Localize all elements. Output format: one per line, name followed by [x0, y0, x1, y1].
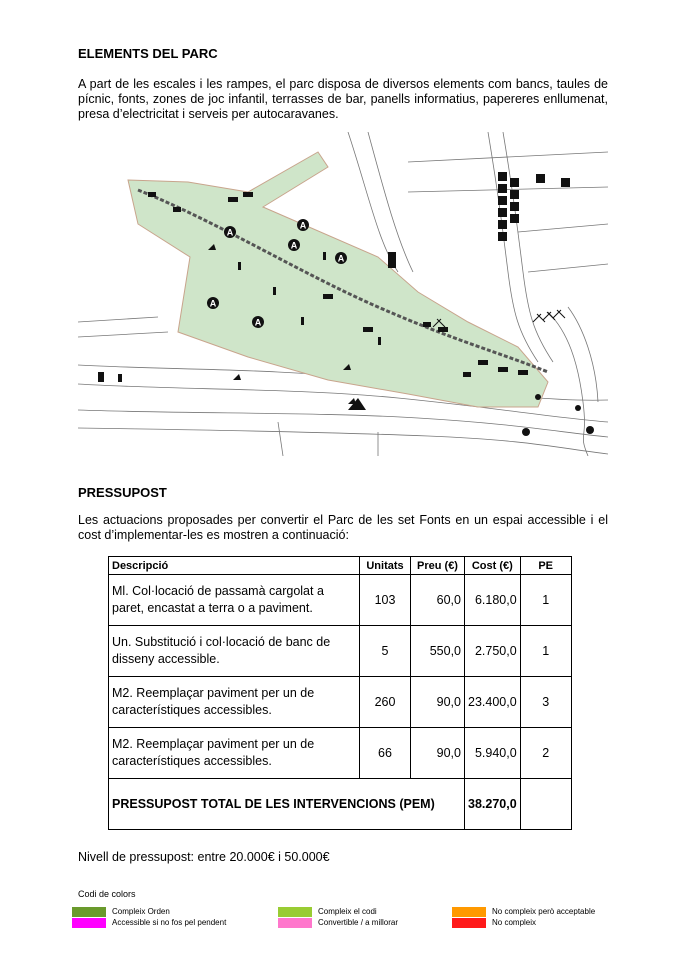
legend-label: No compleix però acceptable [492, 907, 596, 916]
budget-paragraph: Les actuacions proposades per convertir el Parc de les set Fonts en un espai accessible i el cost d’implementar-les es mostren a continuació: [78, 513, 608, 542]
cell-units: 5 [360, 626, 411, 677]
total-value: 38.270,0 [465, 779, 521, 830]
cell-description: Ml. Col·locació de passamà cargolat a paret, encastat a terra o a paviment. [109, 575, 360, 626]
header-cost: Cost (€) [465, 557, 521, 575]
legend-swatch [452, 907, 486, 917]
park-map-drawing [78, 132, 608, 456]
legend-title: Codi de colors [78, 889, 136, 899]
cell-description: M2. Reemplaçar paviment per un de característiques accessibles. [109, 677, 360, 728]
table-row [109, 575, 572, 626]
cell-pe: 3 [520, 677, 571, 728]
legend-swatch [72, 918, 106, 928]
map-label: A [226, 227, 234, 238]
map-label: A [299, 220, 307, 231]
legend-label: Accessible si no fos pel pendent [112, 918, 227, 927]
legend-label: Compleix el codi [318, 907, 377, 916]
cell-cost: 2.750,0 [465, 626, 521, 677]
budget-table [108, 556, 572, 830]
map-label: A [337, 253, 345, 264]
header-pe: PE [520, 557, 571, 575]
legend-label: Compleix Orden [112, 907, 170, 916]
cell-units: 260 [360, 677, 411, 728]
section-title-budget: PRESSUPOST [78, 485, 167, 500]
legend-swatch [278, 918, 312, 928]
section-title-elements: ELEMENTS DEL PARC [78, 46, 218, 61]
legend-swatch [72, 907, 106, 917]
park-map [78, 132, 608, 456]
elements-paragraph: A part de les escales i les rampes, el parc disposa de diversos elements com bancs, taules de pícnic, fonts, zones de joc infantil, terrasses de bar, panells informatius, papereres enllumenat, presa d’electricitat i serveis per autocaravanes. [78, 77, 608, 121]
table-row [109, 728, 572, 779]
table-row [109, 626, 572, 677]
legend-label: Convertible / a millorar [318, 918, 399, 927]
total-label: PRESSUPOST TOTAL DE LES INTERVENCIONS (PEM) [109, 779, 465, 830]
cell-description: Un. Substitució i col·locació de banc de disseny accessible. [109, 626, 360, 677]
header-units: Unitats [360, 557, 411, 575]
cell-price: 60,0 [411, 575, 465, 626]
header-price: Preu (€) [411, 557, 465, 575]
table-total-row [109, 779, 572, 830]
total-empty-cell [520, 779, 571, 830]
cell-price: 90,0 [411, 728, 465, 779]
cell-pe: 1 [520, 575, 571, 626]
legend-swatch [452, 918, 486, 928]
cell-price: 550,0 [411, 626, 465, 677]
map-label: A [290, 240, 298, 251]
cell-price: 90,0 [411, 677, 465, 728]
cell-cost: 23.400,0 [465, 677, 521, 728]
map-label: A [209, 298, 217, 309]
cell-units: 66 [360, 728, 411, 779]
legend-label: No compleix [492, 918, 537, 927]
table-row [109, 677, 572, 728]
budget-level: Nivell de pressupost: entre 20.000€ i 50.000€ [78, 850, 330, 864]
cell-units: 103 [360, 575, 411, 626]
map-label: A [254, 317, 262, 328]
cell-cost: 5.940,0 [465, 728, 521, 779]
cell-description: M2. Reemplaçar paviment per un de característiques accessibles. [109, 728, 360, 779]
legend-swatch [278, 907, 312, 917]
table-header-row [109, 557, 572, 575]
header-description: Descripció [109, 557, 360, 575]
cell-cost: 6.180,0 [465, 575, 521, 626]
cell-pe: 1 [520, 626, 571, 677]
cell-pe: 2 [520, 728, 571, 779]
